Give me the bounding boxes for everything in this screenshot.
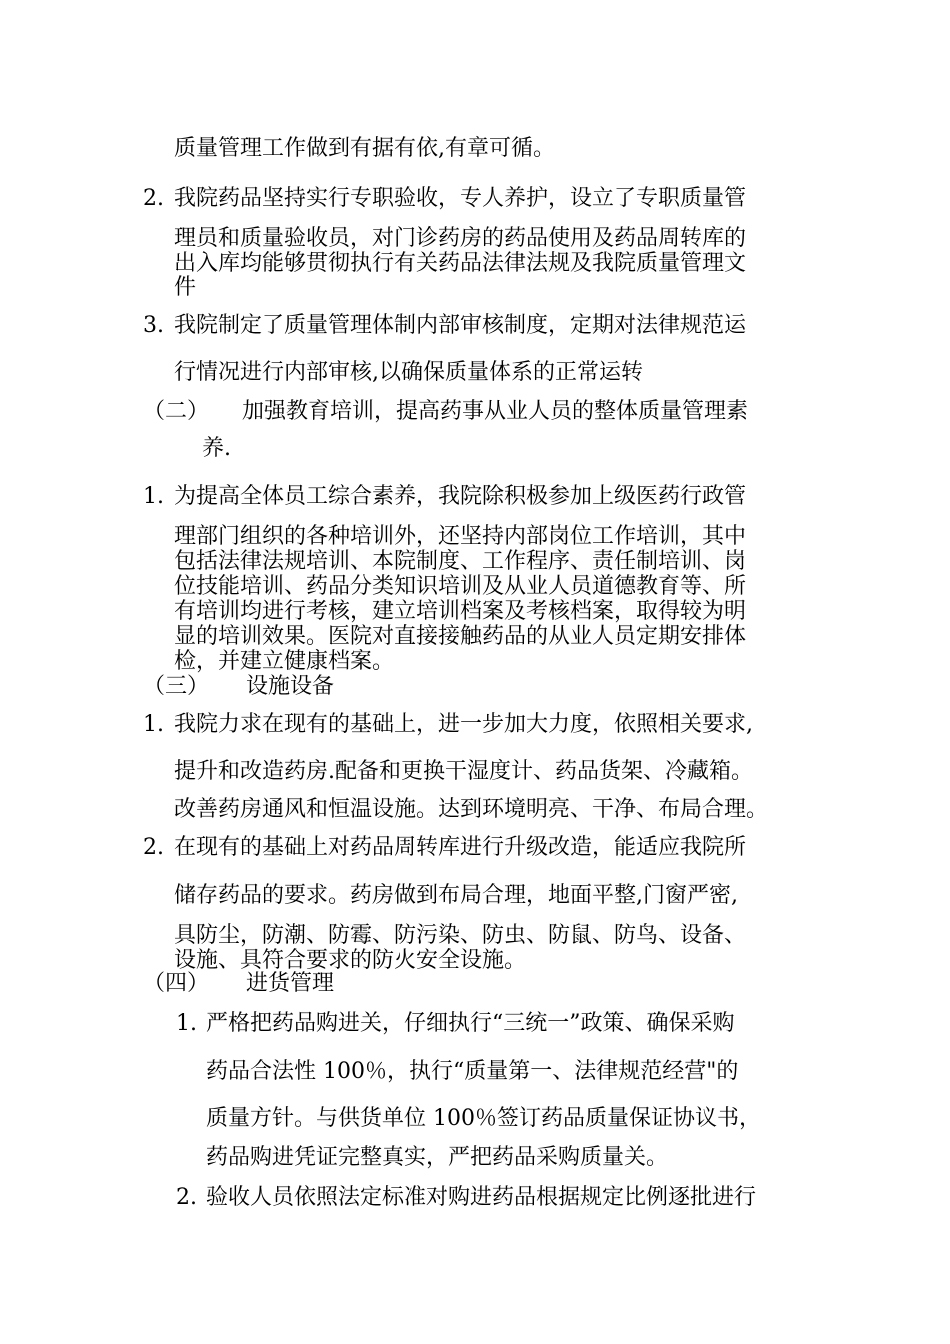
paragraph-line: 为提高全体员工综合素养，我院除积极参加上级医药行政管 — [174, 484, 747, 509]
paragraph-line: 质量管理工作做到有据有依,有章可循。 — [174, 136, 555, 161]
paragraph-line: 位技能培训、药品分类知识培训及从业人员道德教育等、所 — [174, 574, 747, 599]
paragraph-line: 在现有的基础上对药品周转库进行升级改造，能适应我院所 — [174, 835, 747, 860]
list-number: 2. — [176, 1185, 197, 1210]
section-marker: （二） — [143, 399, 210, 424]
paragraph-line: 设施、具符合要求的防火安全设施。 — [174, 948, 527, 973]
paragraph-line: 出入库均能够贯彻执行有关药品法律法规及我院质量管理文 — [174, 251, 747, 276]
section-heading: 养. — [202, 436, 231, 461]
paragraph-line: 我院药品坚持实行专职验收，专人养护，设立了专职质量管 — [174, 186, 747, 211]
section-heading: 加强教育培训，提高药事从业人员的整体质量管理素 — [242, 399, 749, 424]
list-number: 2. — [143, 186, 164, 211]
section-heading: 设施设备 — [246, 674, 335, 699]
paragraph-line: 储存药品的要求。药房做到布局合理，地面平整,门窗严密, — [174, 883, 738, 908]
paragraph-line: 理部门组织的各种培训外，还坚持内部岗位工作培训，其中 — [174, 524, 747, 549]
list-number: 2. — [143, 835, 164, 860]
list-number: 3. — [143, 313, 164, 338]
paragraph-line: 包括法律法规培训、本院制度、工作程序、责任制培训、岗 — [174, 549, 747, 574]
paragraph-line: 具防尘，防潮、防霉、防污染、防虫、防鼠、防鸟、设备、 — [174, 923, 747, 948]
list-number: 1. — [176, 1011, 197, 1036]
list-number: 1. — [143, 484, 164, 509]
section-heading: 进货管理 — [246, 971, 335, 996]
paragraph-line: 严格把药品购进关，仔细执行“三统一”政策、确保采购 — [206, 1011, 735, 1036]
paragraph-line: 验收人员依照法定标准对购进药品根据规定比例逐批进行 — [206, 1185, 757, 1210]
paragraph-line: 检，并建立健康档案。 — [174, 649, 395, 674]
paragraph-line: 行情况进行内部审核,以确保质量体系的正常运转 — [174, 360, 643, 385]
paragraph-line: 质量方针。与供货单位 100％签订药品质量保证协议书， — [206, 1106, 761, 1131]
paragraph-line: 药品购进凭证完整真实，严把药品采购质量关。 — [206, 1145, 669, 1170]
paragraph-line: 提升和改造药房.配备和更换干湿度计、药品货架、冷藏箱。 — [174, 759, 753, 784]
paragraph-line: 我院制定了质量管理体制内部审核制度，定期对法律规范运 — [174, 313, 747, 338]
paragraph-line: 改善药房通风和恒温设施。达到环境明亮、干净、布局合理。 — [174, 797, 769, 822]
paragraph-line: 显的培训效果。医院对直接接触药品的从业人员定期安排体 — [174, 624, 747, 649]
paragraph-line: 理员和质量验收员，对门诊药房的药品使用及药品周转库的 — [174, 226, 747, 251]
paragraph-line: 件 — [174, 275, 197, 300]
paragraph-line: 有培训均进行考核，建立培训档案及考核档案，取得较为明 — [174, 599, 747, 624]
section-marker: （四） — [143, 971, 210, 996]
list-number: 1. — [143, 712, 164, 737]
paragraph-line: 我院力求在现有的基础上，进一步加大力度，依照相关要求, — [174, 712, 753, 737]
section-marker: （三） — [143, 674, 210, 699]
paragraph-line: 药品合法性 100％，执行“质量第一、法律规范经营"的 — [206, 1059, 739, 1084]
